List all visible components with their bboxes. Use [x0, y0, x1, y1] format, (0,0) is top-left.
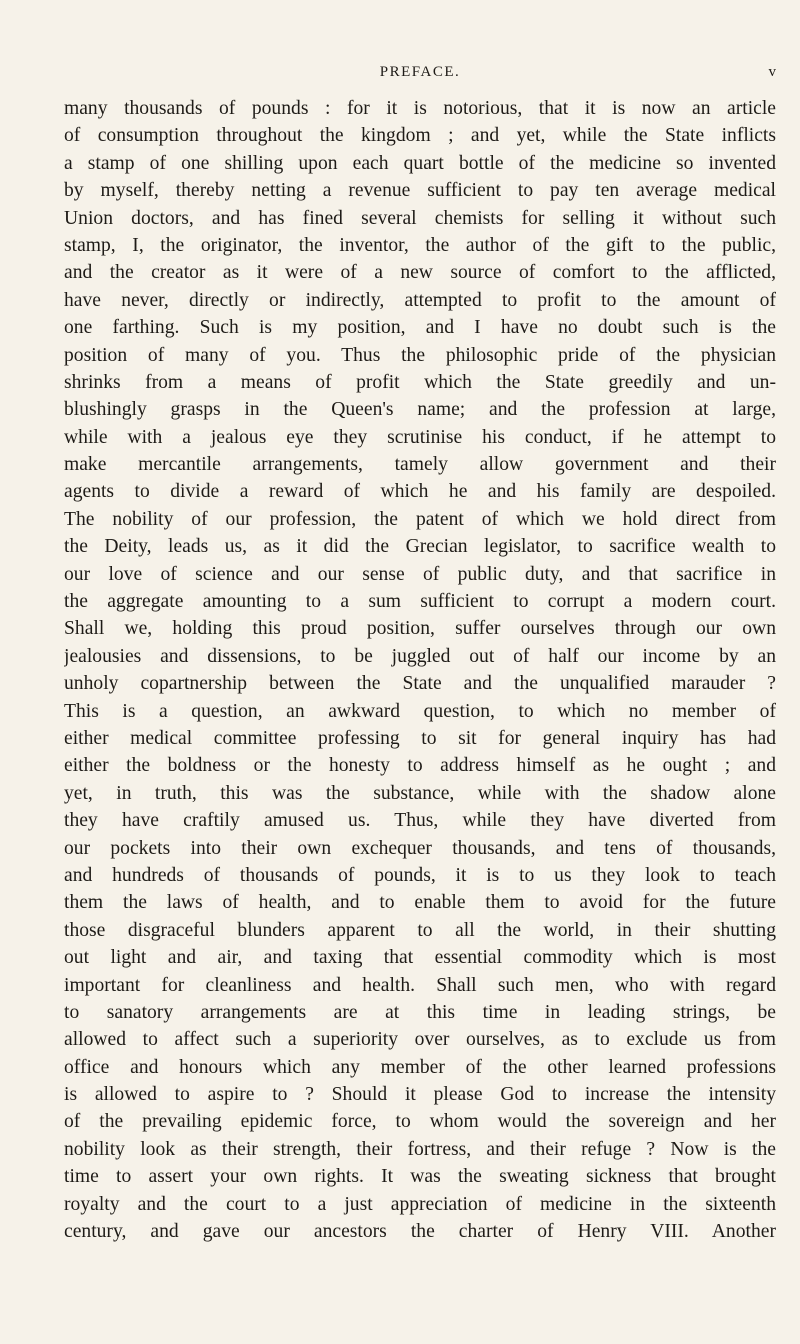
text-line: of the prevailing epidemic force, to whom would the sovereign and her: [64, 1111, 776, 1133]
text-line: century, and gave our ancestors the charter of Henry VIII. Another: [64, 1221, 776, 1243]
page-number: v: [768, 64, 776, 80]
text-line: the aggregate amounting to a sum sufficient to corrupt a modern court.: [64, 591, 776, 613]
text-line: they have craftily amused us. Thus, while they have diverted from: [64, 810, 776, 832]
text-line: yet, in truth, this was the substance, while with the shadow alone: [64, 782, 776, 804]
text-line: make mercantile arrangements, tamely allow government and their: [64, 454, 776, 476]
text-line: Shall we, holding this proud position, suffer ourselves through our own: [64, 618, 776, 640]
text-line: shrinks from a means of profit which the State greedily and un-: [64, 371, 776, 393]
text-line: a stamp of one shilling upon each quart bottle of the medicine so invented: [64, 152, 776, 174]
text-line: have never, directly or indirectly, attempted to profit to the amount of: [64, 289, 776, 311]
text-line: office and honours which any member of the other learned professions: [64, 1056, 776, 1078]
text-line: agents to divide a reward of which he and his family are despoiled.: [64, 481, 776, 503]
text-line: and the creator as it were of a new source of comfort to the afflicted,: [64, 262, 776, 284]
text-line: jealousies and dissensions, to be juggled out of half our income by an: [64, 645, 776, 667]
text-line: them the laws of health, and to enable them to avoid for the future: [64, 892, 776, 914]
text-line: those disgraceful blunders apparent to all the world, in their shutting: [64, 919, 776, 941]
text-line: our pockets into their own exchequer thousands, and tens of thousands,: [64, 837, 776, 859]
text-line: and hundreds of thousands of pounds, it is to us they look to teach: [64, 864, 776, 886]
text-line: either the boldness or the honesty to address himself as he ought ; and: [64, 755, 776, 777]
text-line: unholy copartnership between the State and the unqualified marauder ?: [64, 673, 776, 695]
text-line: blushingly grasps in the Queen's name; and the profession at large,: [64, 399, 776, 421]
running-head-title: PREFACE.: [379, 64, 461, 80]
text-line: one farthing. Such is my position, and I have no doubt such is the: [64, 317, 776, 339]
text-line: either medical committee professing to sit for general inquiry has had: [64, 727, 776, 749]
text-line: important for cleanliness and health. Shall such men, who with regard: [64, 974, 776, 996]
text-line: while with a jealous eye they scrutinise his conduct, if he attempt to: [64, 426, 776, 448]
text-line: to sanatory arrangements are at this time in leading strings, be: [64, 1001, 776, 1023]
text-line: This is a question, an awkward question, to which no member of: [64, 700, 776, 722]
text-line: time to assert your own rights. It was the sweating sickness that brought: [64, 1166, 776, 1188]
text-line: the Deity, leads us, as it did the Grecian legislator, to sacrifice wealth to: [64, 536, 776, 558]
text-line: many thousands of pounds : for it is notorious, that it is now an article: [64, 98, 776, 119]
text-line: out light and air, and taxing that essential commodity which is most: [64, 947, 776, 969]
text-line: position of many of you. Thus the philosophic pride of the physician: [64, 344, 776, 366]
text-line: our love of science and our sense of public duty, and that sacrifice in: [64, 563, 776, 585]
text-line: royalty and the court to a just appreciation of medicine in the sixteenth: [64, 1193, 776, 1215]
text-line: of consumption throughout the kingdom ; and yet, while the State inflicts: [64, 125, 776, 147]
text-line: stamp, I, the originator, the inventor, the author of the gift to the public,: [64, 234, 776, 256]
body-text: [64, 95, 776, 1245]
running-head: [64, 64, 776, 88]
text-line: nobility look as their strength, their fortress, and their refuge ? Now is the: [64, 1138, 776, 1160]
text-line: Union doctors, and has fined several chemists for selling it without such: [64, 207, 776, 229]
text-line: is allowed to aspire to ? Should it please God to increase the intensity: [64, 1084, 776, 1106]
text-line: by myself, thereby netting a revenue sufficient to pay ten average medical: [64, 180, 776, 202]
text-line: The nobility of our profession, the patent of which we hold direct from: [64, 508, 776, 530]
text-line: allowed to affect such a superiority over ourselves, as to exclude us from: [64, 1029, 776, 1051]
